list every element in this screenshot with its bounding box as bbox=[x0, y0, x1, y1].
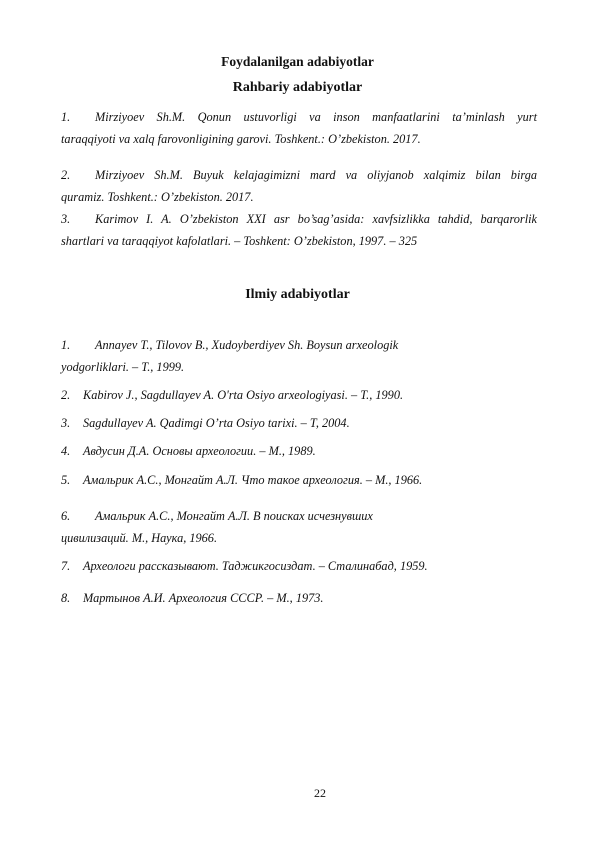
reference-number: 7. bbox=[61, 559, 71, 573]
reference-number: 1. bbox=[61, 110, 71, 124]
reference-item bbox=[61, 440, 537, 462]
reference-text: Амальрик А.С., Монгайт А.Л. В поисках исчезнувших bbox=[95, 509, 373, 523]
reference-item bbox=[61, 208, 537, 252]
reference-text: Kabirov J., Sagdullayev A. O'rta Osiyo arxeologiyasi. – T., 1990. bbox=[83, 388, 404, 402]
reference-item bbox=[61, 412, 537, 434]
reference-item bbox=[61, 164, 537, 208]
reference-text: Mirziyoev Sh.M. Buyuk kelajagimizni mard va oliyjanob xalqimiz bilan birga bbox=[95, 168, 537, 182]
reference-text: Karimov I. A. O’zbekiston XXI asr bo’sag’asida: xavfsizlikka tahdid, barqarorlik bbox=[95, 212, 537, 226]
section-title-scientific-sources: Ilmiy adabiyotlar bbox=[245, 287, 350, 302]
reference-text-continued: shartlari va taraqqiyot kafolatlari. – Toshkent: O’zbekiston, 1997. – 325 bbox=[61, 234, 418, 248]
reference-text-continued: quramiz. Toshkent.: O’zbekiston. 2017. bbox=[61, 190, 254, 204]
reference-text: Mirziyoev Sh.M. Qonun ustuvorligi va inson manfaatlarini ta’minlash yurt bbox=[95, 110, 537, 124]
reference-item bbox=[61, 106, 537, 150]
reference-number: 2. bbox=[61, 388, 71, 402]
reference-number: 5. bbox=[61, 473, 71, 487]
references-heading: Foydalanilgan adabiyotlar bbox=[221, 54, 374, 69]
reference-number: 3. bbox=[61, 416, 71, 430]
reference-number: 1. bbox=[61, 338, 71, 352]
reference-text: Авдусин Д.А. Основы археологии. – М., 1989. bbox=[83, 444, 316, 458]
reference-item bbox=[61, 334, 537, 378]
reference-number: 6. bbox=[61, 509, 71, 523]
reference-number: 4. bbox=[61, 444, 71, 458]
reference-item bbox=[61, 587, 537, 609]
reference-text-continued: taraqqiyoti va xalq farovonligining garovi. Toshkent.: O’zbekiston. 2017. bbox=[61, 132, 421, 146]
reference-item bbox=[61, 384, 537, 406]
reference-number: 3. bbox=[61, 212, 71, 226]
reference-number: 2. bbox=[61, 168, 71, 182]
section-title-primary-sources: Rahbariy adabiyotlar bbox=[232, 80, 363, 95]
reference-text: Sagdullayev A. Qadimgi O’rta Osiyo tarixi. – T, 2004. bbox=[83, 416, 350, 430]
reference-text: Мартынов А.И. Археология СССР. – М., 1973. bbox=[83, 591, 324, 605]
page-number: 22 bbox=[314, 786, 326, 800]
reference-text-continued: цивилизаций. М., Наука, 1966. bbox=[61, 531, 218, 545]
reference-item bbox=[61, 505, 537, 549]
reference-text: Археологи рассказывают. Таджикгосиздат. – Сталинабад, 1959. bbox=[83, 559, 428, 573]
reference-item bbox=[61, 555, 537, 577]
reference-text: Annayev T., Tilovov B., Xudoyberdiyev Sh. Boysun arxeologik bbox=[95, 338, 399, 352]
reference-item bbox=[61, 469, 537, 491]
reference-text: Амальрик А.С., Монгайт А.Л. Что такое археология. – М., 1966. bbox=[83, 473, 423, 487]
reference-number: 8. bbox=[61, 591, 71, 605]
reference-text-continued: yodgorliklari. – T., 1999. bbox=[61, 360, 185, 374]
